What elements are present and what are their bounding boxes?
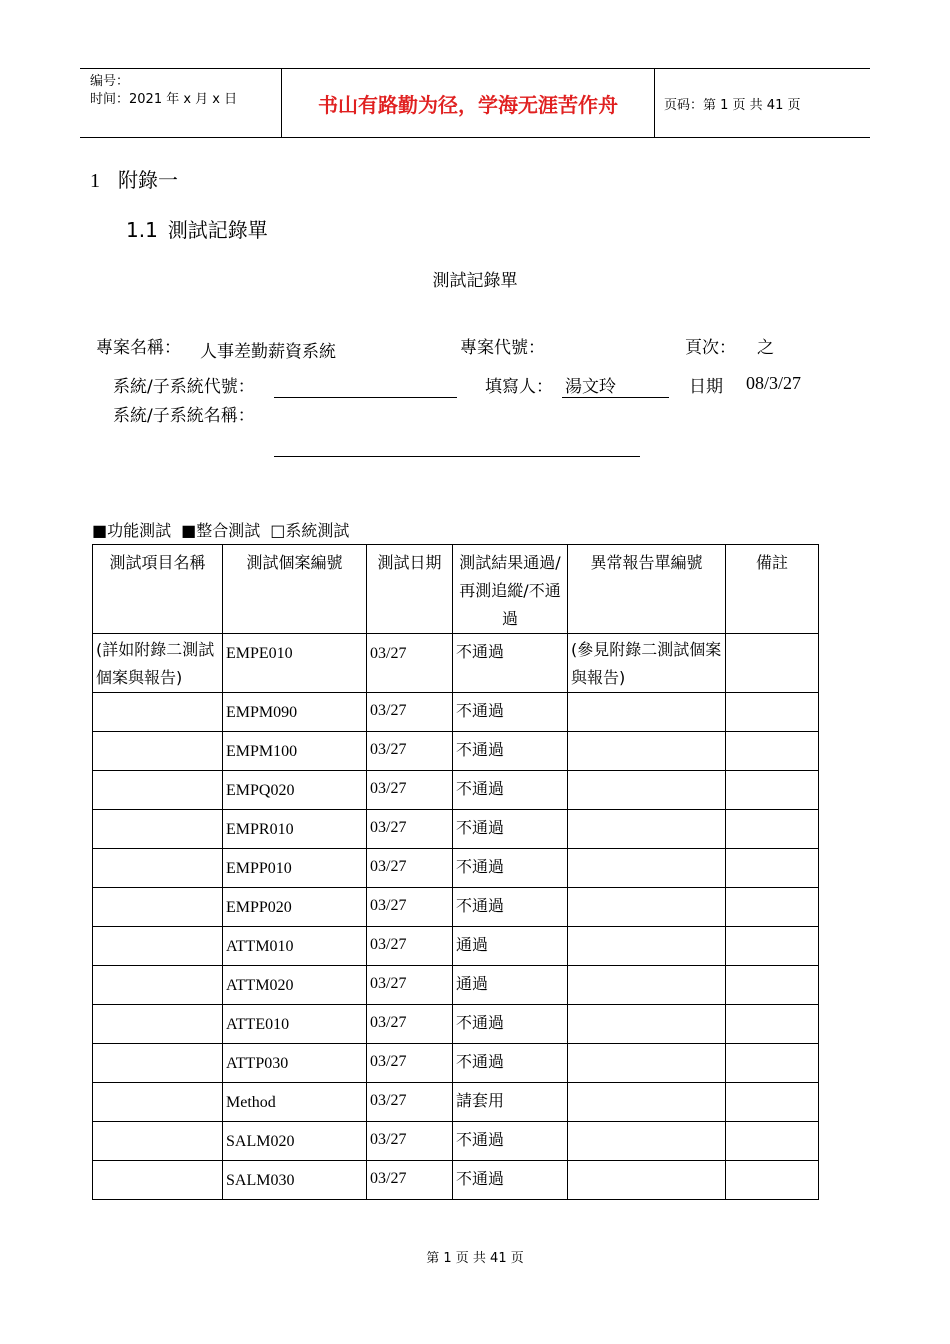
col-header-item-name: 測試項目名稱: [93, 545, 223, 634]
cell-test-date: 03/27: [367, 810, 453, 849]
cell-test-date: 03/27: [367, 771, 453, 810]
cell-case-code: ATTM020: [223, 966, 367, 1005]
section-heading: [90, 164, 178, 193]
cell-result: 不通過: [453, 732, 568, 771]
col-header-report-code: 異常報告單編號: [568, 545, 726, 634]
subsection-title: 測試記錄單: [167, 218, 268, 242]
table-row: [93, 1161, 819, 1200]
cell-result: 通過: [453, 966, 568, 1005]
table-row: [93, 771, 819, 810]
cell-report-code: [568, 810, 726, 849]
project-code-label: 專案代號：: [460, 338, 545, 358]
page-header: [80, 68, 870, 138]
cell-report-code: [568, 1005, 726, 1044]
header-divider: [654, 69, 655, 137]
time-label: 时间：2021 年 x 月 x 日: [90, 92, 238, 107]
cell-result: 不通過: [453, 634, 568, 693]
cell-report-code: [568, 1083, 726, 1122]
col-header-result: 測試結果通過/再測追縱/不通過: [453, 545, 568, 634]
cell-test-date: 03/27: [367, 732, 453, 771]
cell-test-date: 03/27: [367, 927, 453, 966]
cell-note: [726, 732, 819, 771]
cell-note: [726, 810, 819, 849]
table-row: [93, 1005, 819, 1044]
cell-case-code: EMPM100: [223, 732, 367, 771]
cell-result: 不通過: [453, 1122, 568, 1161]
motto: 书山有路勤为径，学海无涯苦作舟: [318, 92, 618, 117]
cell-result: 不通過: [453, 1044, 568, 1083]
table-row: [93, 927, 819, 966]
code-label: 编号：: [90, 74, 130, 89]
cell-result: 通過: [453, 927, 568, 966]
cell-test-date: 03/27: [367, 888, 453, 927]
legend-item-system: □系統測試: [270, 521, 350, 540]
system-code-underline: [274, 397, 457, 398]
cell-note: [726, 634, 819, 693]
legend-item-integration: ■整合測試: [181, 521, 261, 540]
col-header-test-date: 測試日期: [367, 545, 453, 634]
col-header-case-code: 測試個案編號: [223, 545, 367, 634]
cell-result: 不通過: [453, 693, 568, 732]
cell-result: 不通過: [453, 1161, 568, 1200]
cell-report-code: [568, 1122, 726, 1161]
cell-note: [726, 693, 819, 732]
subsection-heading: [126, 214, 268, 243]
cell-item-name: [93, 1005, 223, 1044]
page-info: 页码：第 1 页 共 41 页: [664, 97, 801, 113]
cell-report-code: [568, 888, 726, 927]
cell-test-date: 03/27: [367, 1083, 453, 1122]
project-name-label: 專案名稱：: [96, 338, 181, 358]
cell-note: [726, 771, 819, 810]
legend-item-functional: ■功能測試: [92, 521, 172, 540]
cell-note: [726, 1044, 819, 1083]
col-header-note: 備註: [726, 545, 819, 634]
table-row: [93, 1122, 819, 1161]
cell-item-name: [93, 1122, 223, 1161]
cell-note: [726, 966, 819, 1005]
cell-item-name: [93, 1161, 223, 1200]
cell-item-name: [93, 732, 223, 771]
table-row: [93, 966, 819, 1005]
cell-case-code: EMPE010: [223, 634, 367, 693]
cell-result: 不通過: [453, 771, 568, 810]
test-record-table: [92, 544, 819, 1200]
table-row: [93, 849, 819, 888]
cell-report-code: (參見附錄二測試個案與報告): [568, 634, 726, 693]
cell-test-date: 03/27: [367, 1161, 453, 1200]
cell-result: 請套用: [453, 1083, 568, 1122]
cell-report-code: [568, 966, 726, 1005]
system-code-label: 系統/子系統代號：: [113, 377, 255, 397]
cell-report-code: [568, 771, 726, 810]
cell-case-code: EMPP020: [223, 888, 367, 927]
page-value: 之: [757, 338, 774, 358]
cell-case-code: SALM020: [223, 1122, 367, 1161]
cell-report-code: [568, 849, 726, 888]
cell-item-name: [93, 927, 223, 966]
filler-label: 填寫人：: [485, 377, 553, 397]
table-row: [93, 1044, 819, 1083]
cell-item-name: [93, 888, 223, 927]
cell-item-name: (詳如附錄二測試個案與報告): [93, 634, 223, 693]
page-label: 頁次：: [685, 338, 736, 358]
cell-case-code: EMPQ020: [223, 771, 367, 810]
subsection-number: 1.1: [126, 218, 158, 242]
table-row: [93, 693, 819, 732]
cell-item-name: [93, 693, 223, 732]
date-label: 日期: [689, 377, 723, 397]
page-footer: 第 1 页 共 41 页: [426, 1251, 524, 1266]
cell-test-date: 03/27: [367, 1005, 453, 1044]
cell-note: [726, 888, 819, 927]
date-value: 08/3/27: [746, 373, 802, 393]
table-row: [93, 634, 819, 693]
cell-note: [726, 849, 819, 888]
document-title: 測試記錄單: [432, 271, 518, 291]
cell-item-name: [93, 771, 223, 810]
cell-note: [726, 1122, 819, 1161]
cell-item-name: [93, 810, 223, 849]
cell-item-name: [93, 1044, 223, 1083]
test-type-legend: [92, 518, 359, 541]
cell-note: [726, 1005, 819, 1044]
cell-result: 不通過: [453, 888, 568, 927]
cell-test-date: 03/27: [367, 966, 453, 1005]
section-number: 1: [90, 170, 100, 192]
table-header-row: [93, 545, 819, 634]
cell-report-code: [568, 1161, 726, 1200]
cell-case-code: ATTM010: [223, 927, 367, 966]
project-name-value: 人事差勤薪資系統: [200, 342, 336, 362]
cell-result: 不通過: [453, 1005, 568, 1044]
header-meta: [90, 73, 237, 109]
cell-item-name: [93, 966, 223, 1005]
cell-test-date: 03/27: [367, 1044, 453, 1083]
cell-report-code: [568, 927, 726, 966]
cell-test-date: 03/27: [367, 634, 453, 693]
table-row: [93, 1083, 819, 1122]
cell-item-name: [93, 849, 223, 888]
cell-item-name: [93, 1083, 223, 1122]
cell-case-code: Method: [223, 1083, 367, 1122]
cell-note: [726, 927, 819, 966]
cell-report-code: [568, 693, 726, 732]
system-name-label: 系統/子系統名稱：: [113, 406, 255, 426]
table-row: [93, 888, 819, 927]
cell-test-date: 03/27: [367, 849, 453, 888]
filler-value: 湯文玲: [565, 377, 616, 397]
cell-test-date: 03/27: [367, 693, 453, 732]
filler-underline: [562, 397, 669, 398]
cell-case-code: ATTP030: [223, 1044, 367, 1083]
cell-note: [726, 1161, 819, 1200]
cell-case-code: EMPP010: [223, 849, 367, 888]
section-title: 附錄一: [118, 168, 178, 192]
cell-case-code: EMPM090: [223, 693, 367, 732]
cell-result: 不通過: [453, 810, 568, 849]
cell-test-date: 03/27: [367, 1122, 453, 1161]
cell-case-code: ATTE010: [223, 1005, 367, 1044]
table-row: [93, 810, 819, 849]
cell-result: 不通過: [453, 849, 568, 888]
system-name-underline: [274, 456, 640, 457]
cell-case-code: SALM030: [223, 1161, 367, 1200]
cell-report-code: [568, 732, 726, 771]
cell-case-code: EMPR010: [223, 810, 367, 849]
table-row: [93, 732, 819, 771]
cell-report-code: [568, 1044, 726, 1083]
cell-note: [726, 1083, 819, 1122]
